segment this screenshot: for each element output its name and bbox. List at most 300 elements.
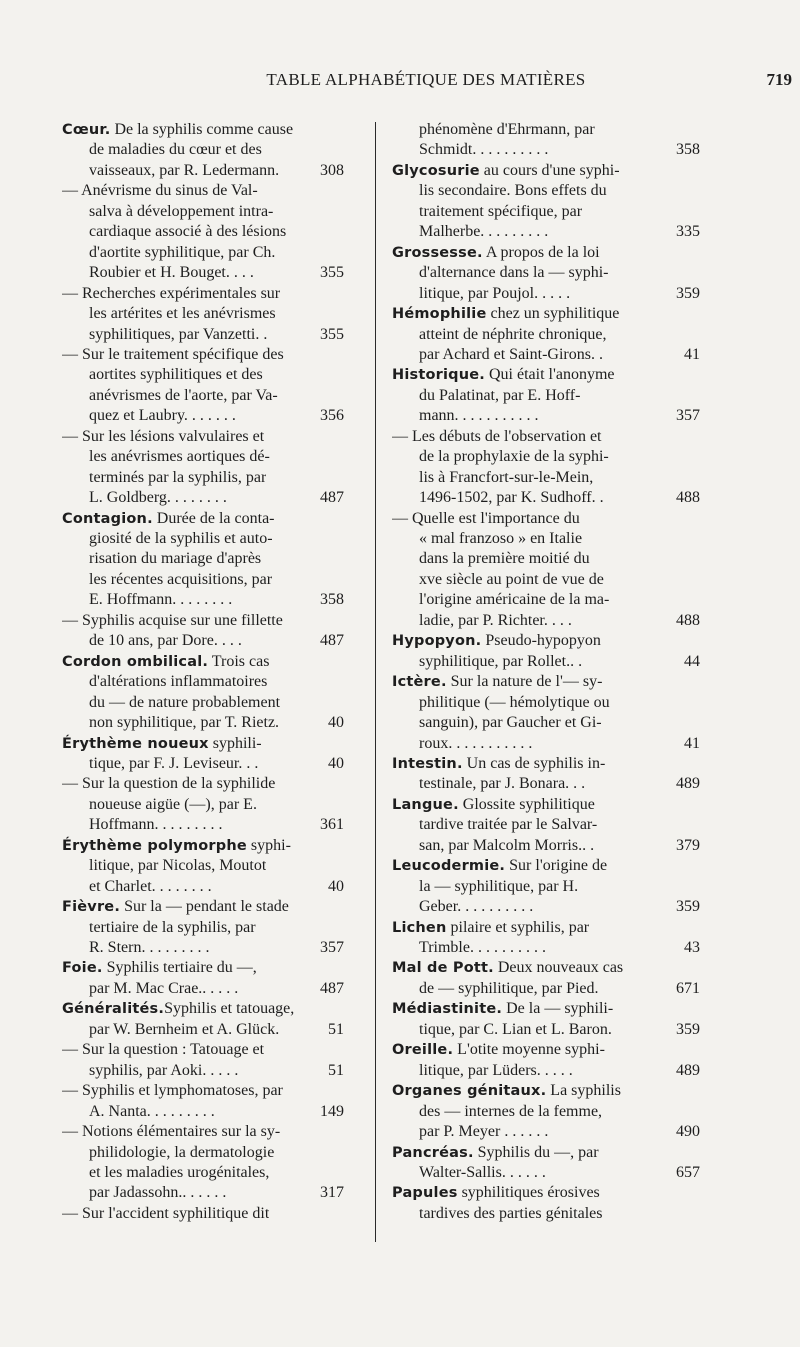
entry-heading: Lichen [392,919,447,936]
entry-text [419,406,539,426]
entry-text [62,427,264,447]
index-line [419,979,700,999]
index-line [89,672,344,692]
entry-body: — Anévrisme du sinus de Val- [62,182,258,200]
entry-body: tardive traitée par le Salvar- [419,816,598,834]
entry-text [392,365,615,385]
entry-text [89,406,236,426]
index-line [392,918,700,938]
page-reference: 489 [676,775,700,793]
entry-text [89,325,267,345]
index-line [89,877,344,897]
entry-body: anévrismes de l'aorte, par Va- [89,386,278,404]
entry-body: d'aortite syphilitique, par Ch. [89,243,276,261]
entry-body: syphilis, par Aoki. . . . . [89,1061,239,1079]
entry-body: Trimble. . . . . . . . . . [419,939,546,956]
entry-text [62,999,294,1019]
entry-text [419,652,582,672]
index-line [62,836,344,856]
entry-text [419,140,548,160]
entry-body: pilaire et syphilis, par [446,918,590,936]
entry-text [89,815,222,835]
index-line [419,1102,700,1122]
entry-heading: Grossesse. [392,244,483,261]
right-column [392,120,700,1347]
entry-text [62,897,289,917]
entry-text [89,672,267,692]
entry-text [89,754,258,774]
entry-heading: Hémophilie [392,306,487,323]
entry-text [62,345,284,365]
entry-text [419,1204,603,1224]
entry-body: Roubier et H. Bouget. . . . [89,264,254,282]
index-line [392,304,700,324]
entry-text [419,1061,573,1081]
entry-body: syphili- [208,734,262,752]
entry-body: ladie, par P. Richter. . . . [419,611,572,629]
index-line [89,243,344,263]
index-line [392,427,700,447]
index-line [419,1204,700,1224]
index-line [392,795,700,815]
page-reference: 357 [320,939,344,956]
entry-body: de — syphilitique, par Pied. [419,979,599,997]
entry-text [419,897,533,917]
index-line [392,1040,700,1060]
entry-text [419,774,585,794]
page-reference: 490 [676,1123,700,1141]
page-reference: 44 [684,652,700,670]
index-line [392,161,700,181]
index-line [89,365,344,385]
entry-heading: Leucodermie. [392,858,506,875]
entry-body: litique, par Nicolas, Moutot [89,857,267,875]
entry-body: san, par Malcolm Morris.. . [419,836,595,854]
entry-text [419,938,546,958]
index-line [89,693,344,713]
index-line [89,304,344,324]
entry-text [89,488,227,508]
index-line [89,263,344,283]
entry-body: risation du mariage d'après [89,550,262,568]
entry-heading: Mal de Pott. [392,960,494,977]
entry-text [62,734,262,754]
entry-text [419,386,580,406]
page-reference: 489 [676,1061,700,1079]
entry-body: Durée de la conta- [152,509,275,527]
entry-body: quez et Laubry. . . . . . . [89,407,236,425]
entry-body: par Achard et Saint-Girons. . [419,345,603,363]
entry-text [392,243,600,263]
page-reference: 487 [320,979,344,997]
entry-body: Sur la nature de l'— sy- [446,673,603,691]
entry-text [89,304,276,324]
index-line [419,938,700,958]
page-reference: 41 [684,734,700,752]
entry-text [392,672,602,692]
entry-text [419,488,604,508]
index-line [419,222,700,242]
index-line [392,958,700,978]
column-divider [375,122,376,1242]
entry-heading: Érythème polymorphe [62,837,247,854]
index-line [392,1183,700,1203]
index-line [392,672,700,692]
entry-body: du Palatinat, par E. Hoff- [419,386,581,404]
entry-text [89,243,275,263]
entry-body: traitement spécifique, par [419,202,583,220]
index-line [419,468,700,488]
index-line [419,284,700,304]
entry-text [89,918,256,938]
entry-text [392,999,613,1019]
entry-text [89,713,279,733]
entry-body: non syphilitique, par T. Rietz. [89,714,280,732]
entry-body: xve siècle au point de vue de [419,570,604,588]
entry-text [419,713,602,733]
page-reference: 359 [676,1020,700,1038]
entry-text [89,202,273,222]
entry-body: Pseudo-hypopyon [481,632,601,650]
entry-text [89,856,266,876]
entry-body: tique, par C. Lian et L. Baron. [419,1020,612,1038]
page-reference: 51 [328,1020,344,1038]
entry-heading: Fièvre. [62,899,121,916]
entry-body: Syphilis tertiaire du —, [102,959,257,977]
page-reference: 488 [676,611,700,629]
page-reference: 40 [328,714,344,732]
entry-heading: Historique. [392,367,485,384]
entry-text [419,1122,548,1142]
entry-text [62,958,257,978]
entry-text [419,549,590,569]
page-reference: 359 [676,898,700,916]
entry-text [419,836,594,856]
index-line [62,611,344,631]
page-reference: 359 [676,284,700,302]
entry-body: d'altérations inflammatoires [89,673,268,691]
entry-text [62,1122,280,1142]
entry-heading: Organes génitaux. [392,1083,547,1100]
entry-text [62,652,269,672]
entry-body: lis secondaire. Bons effets du [419,182,607,200]
entry-body: — Sur l'accident syphilitique dit [62,1204,270,1222]
entry-text [89,161,279,181]
entry-body: l'origine américaine de la ma- [419,591,610,609]
entry-body: « mal franzoso » en Italie [419,530,583,547]
index-line [419,325,700,345]
entry-body: Sur la — pendant le stade [120,898,289,916]
entry-text [392,918,589,938]
entry-body: — Recherches expérimentales sur [62,284,281,302]
index-line [89,488,344,508]
entry-heading: Médiastinite. [392,1001,503,1018]
entry-text [392,427,602,447]
entry-body: lis à Francfort-sur-le-Mein, [419,468,594,486]
page-reference: 487 [320,632,344,650]
entry-body: et les maladies urogénitales, [89,1163,270,1181]
entry-heading: Foie. [62,960,103,977]
entry-body: litique, par Poujol. . . . . [419,284,571,302]
entry-text [419,590,609,610]
entry-text [89,1020,279,1040]
entry-text [419,202,582,222]
entry-body: phénomène d'Ehrmann, par [419,121,595,138]
index-line [89,161,344,181]
entry-text [62,181,258,201]
entry-text [89,549,261,569]
entry-text [89,1102,215,1122]
entry-text [419,181,607,201]
page-reference: 357 [676,407,700,425]
index-line [62,284,344,304]
index-line [419,590,700,610]
page-reference: 355 [320,264,344,282]
entry-text [89,140,262,160]
entry-body: Walter-Sallis. . . . . . [419,1163,546,1181]
page-reference: 671 [676,979,700,997]
entry-body: R. Stern. . . . . . . . . [89,939,210,956]
entry-text [62,1204,269,1224]
entry-body: Trois cas [208,652,270,670]
page-reference: 149 [320,1102,344,1120]
entry-body: de la prophylaxie de la syphi- [419,448,609,466]
entry-body: L. Goldberg. . . . . . . . [89,489,227,507]
index-line [419,836,700,856]
entry-text [89,979,238,999]
entry-text [392,1183,600,1203]
index-line [89,795,344,815]
entry-text [419,120,595,140]
page-reference: 358 [320,591,344,609]
index-line [89,1143,344,1163]
entry-body: 1496-1502, par K. Sudhoff. . [419,489,604,507]
entry-body: syphilitiques, par Vanzetti. . [89,325,268,343]
entry-body: — Sur les lésions valvulaires et [62,427,265,445]
page-reference: 657 [676,1163,700,1181]
index-line [419,549,700,569]
entry-text [89,1143,274,1163]
entry-text [419,284,570,304]
entry-text [62,836,291,856]
entry-text [89,365,263,385]
index-line [419,734,700,754]
index-line [419,140,700,160]
entry-body: de 10 ans, par Dore. . . . [89,632,242,650]
index-line [419,877,700,897]
page-reference: 51 [328,1061,344,1079]
entry-body: par M. Mac Crae.. . . . . [89,979,239,997]
entry-heading: Cœur. [62,122,111,138]
entry-body: cardiaque associé à des lésions [89,223,287,241]
entry-body: Schmidt. . . . . . . . . . [419,141,549,159]
entry-body: Glossite syphilitique [458,795,595,813]
entry-heading: Ictère. [392,674,447,691]
entry-body: noueuse aigüe (—), par E. [89,795,257,813]
entry-text [89,222,286,242]
entry-body: la — syphilitique, par H. [419,877,579,895]
entry-text [419,447,609,467]
entry-text [89,263,254,283]
index-line [89,631,344,651]
index-line [89,1061,344,1081]
entry-text [89,938,209,958]
index-line [392,365,700,385]
entry-text [62,1081,283,1101]
entry-body: Deux nouveaux cas [493,959,624,977]
page-reference: 488 [676,489,700,507]
entry-body: — Notions élémentaires sur la sy- [62,1123,281,1141]
entry-text [392,161,620,181]
entry-body: salva à développement intra- [89,202,274,220]
entry-body: Un cas de syphilis in- [462,754,606,772]
entry-body: au cours d'une syphi- [479,161,620,179]
index-line [89,570,344,590]
index-line [419,611,700,631]
entry-body: litique, par Lüders. . . . . [419,1061,573,1079]
index-line [419,263,700,283]
entry-body: Syphilis et tatouage, [164,1000,295,1018]
entry-text [89,693,280,713]
entry-body: De la syphilis comme cause [110,121,294,138]
entry-text [419,815,597,835]
entry-text [89,631,242,651]
index-line [89,549,344,569]
entry-body: — Les débuts de l'observation et [392,427,602,445]
entry-body: A propos de la loi [482,243,600,261]
entry-body: E. Hoffmann. . . . . . . . [89,591,233,609]
entry-text [392,631,601,651]
index-line [392,999,700,1019]
index-line [419,652,700,672]
index-line [62,897,344,917]
entry-body: tertiaire de la syphilis, par [89,918,256,936]
entry-text [392,1040,605,1060]
entry-heading: Langue. [392,796,459,813]
page-reference: 355 [320,325,344,343]
index-line [89,1163,344,1183]
entry-heading: Oreille. [392,1042,454,1059]
index-line [89,1102,344,1122]
entry-text [419,1020,612,1040]
entry-heading: Cordon ombilical. [62,653,209,670]
index-line [392,856,700,876]
entry-text [89,529,273,549]
entry-text [419,468,593,488]
entry-heading: Intestin. [392,755,463,772]
entry-text [89,1061,238,1081]
entry-body: — Syphilis acquise sur une fillette [62,611,283,629]
entry-text [392,304,619,324]
entry-text [419,222,548,242]
entry-body: roux. . . . . . . . . . . [419,734,533,752]
index-line [392,243,700,263]
index-line [419,181,700,201]
entry-text [62,120,293,140]
entry-body: Hoffmann. . . . . . . . . [89,816,223,834]
index-line [89,202,344,222]
index-line [419,1061,700,1081]
page-reference: 487 [320,489,344,507]
index-line [89,938,344,958]
left-column [62,120,344,1347]
entry-body: — Sur la question : Tatouage et [62,1041,265,1059]
entry-heading: Papules [392,1185,458,1202]
entry-body: atteint de néphrite chronique, [419,325,607,343]
page-reference: 41 [684,345,700,363]
entry-text [419,325,606,345]
entry-body: syphi- [246,836,291,854]
entry-body: et Charlet. . . . . . . . [89,877,212,895]
entry-text [89,386,278,406]
entry-body: tardives des parties génitales [419,1204,603,1222]
index-line [419,529,700,549]
entry-body: dans la première moitié du [419,550,590,568]
entry-text [392,754,605,774]
index-line [89,140,344,160]
entry-body: par P. Meyer . . . . . . [419,1123,549,1141]
index-line [419,693,700,713]
page-reference: 379 [676,836,700,854]
index-line [89,529,344,549]
entry-heading: Contagion. [62,510,153,527]
index-line [62,1040,344,1060]
page-reference: 335 [676,223,700,241]
index-line [89,325,344,345]
entry-body: terminés par la syphilis, par [89,468,267,486]
index-line [392,1081,700,1101]
index-line [89,468,344,488]
index-line [62,774,344,794]
entry-body: chez un syphilitique [486,305,620,323]
index-line [89,1183,344,1203]
index-line [392,631,700,651]
index-line [62,1081,344,1101]
entry-text [419,1102,602,1122]
entry-body: par Jadassohn.. . . . . . [89,1184,227,1202]
index-line [62,181,344,201]
entry-text [419,570,604,590]
entry-body: De la — syphili- [502,1000,614,1018]
entry-body: testinale, par J. Bonara. . . [419,775,586,793]
index-line [419,120,700,140]
entry-text [392,795,595,815]
index-line [419,1163,700,1183]
index-line [419,1122,700,1142]
entry-body: — Sur la question de la syphilide [62,775,276,793]
page-reference: 43 [684,939,700,956]
page-header [60,70,792,98]
entry-text [419,979,599,999]
entry-body: A. Nanta. . . . . . . . . [89,1102,215,1120]
entry-body: de maladies du cœur et des [89,141,262,159]
index-line [89,1020,344,1040]
index-line [89,386,344,406]
index-line [89,815,344,835]
entry-body: Geber. . . . . . . . . . [419,898,534,916]
index-line [89,713,344,733]
index-line [62,427,344,447]
index-line [419,897,700,917]
page-reference: 358 [676,141,700,159]
entry-text [419,877,578,897]
page-reference: 40 [328,754,344,772]
index-line [62,999,344,1019]
entry-text [419,1163,546,1183]
entry-body: syphilitiques érosives [457,1184,600,1202]
entry-text [419,734,532,754]
index-line [419,1020,700,1040]
